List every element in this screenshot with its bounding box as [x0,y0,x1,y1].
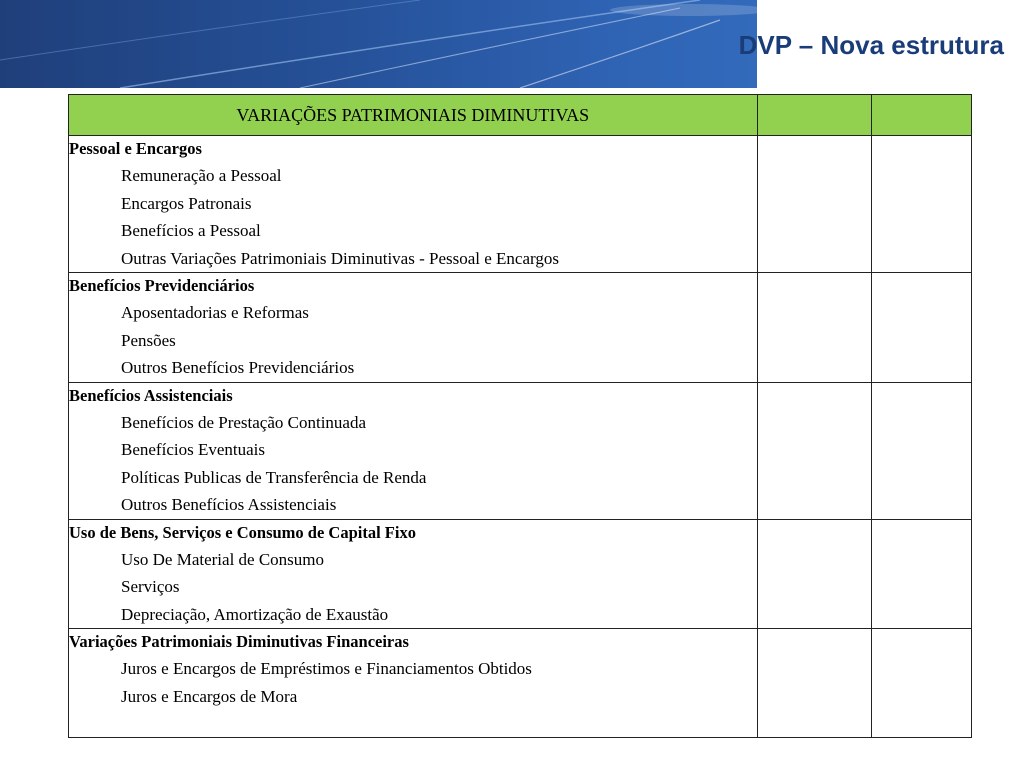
empty-cell [872,273,972,383]
group-cell [69,382,758,519]
table-header-blank-1 [757,95,872,136]
empty-cell [757,136,872,273]
table-row-group-uso-de-bens [69,519,972,629]
table-row-group-pessoal [69,136,972,273]
group-title: Uso de Bens, Serviços e Consumo de Capital Fixo [69,522,416,542]
group-cell [69,273,758,383]
group-title: Benefícios Previdenciários [69,276,255,295]
group-title: Variações Patrimoniais Diminutivas Financeiras [69,632,409,651]
group-item: Uso De Material de Consumo [121,549,325,569]
group-cell [69,136,758,273]
group-item: Pensões [121,330,176,350]
dvp-table [68,94,972,738]
table-header-title: VARIAÇÕES PATRIMONIAIS DIMINUTIVAS [69,95,758,136]
slide-title: DVP – Nova estrutura [738,30,1004,60]
group-title: Pessoal e Encargos [69,139,202,158]
table-header-blank-2 [872,95,972,136]
group-item: Aposentadorias e Reformas [121,303,309,322]
empty-cell [757,629,872,738]
group-item: Remuneração a Pessoal [121,166,282,185]
empty-cell [757,382,872,519]
group-cell [69,519,758,629]
empty-cell [872,629,972,738]
group-item: Benefícios a Pessoal [121,221,261,240]
group-cell [69,629,758,738]
empty-cell [757,519,872,629]
group-item: Benefícios de Prestação Continuada [121,412,367,432]
empty-cell [757,273,872,383]
table-row-group-previdenciarios [69,273,972,383]
group-title: Benefícios Assistenciais [69,385,233,405]
empty-cell [872,382,972,519]
group-item: Outras Variações Patrimoniais Diminutivas - Pessoal e Encargos [121,248,559,268]
blank-line [69,710,757,737]
group-item: Políticas Publicas de Transferência de Renda [121,467,427,487]
group-item: Juros e Encargos de Empréstimos e Financiamentos Obtidos [121,659,532,678]
group-item: Depreciação, Amortização de Exaustão [121,604,389,624]
group-item: Serviços [121,577,180,596]
table-row-group-financeiras [69,629,972,738]
group-item: Juros e Encargos de Mora [121,686,298,706]
group-item: Benefícios Eventuais [121,440,265,459]
table-row-group-assistenciais [69,382,972,519]
empty-cell [872,519,972,629]
group-item: Outros Benefícios Assistenciais [121,495,337,514]
empty-cell [872,136,972,273]
group-item: Encargos Patronais [121,193,252,213]
group-item: Outros Benefícios Previdenciários [121,358,355,377]
table-header-row [69,95,972,136]
